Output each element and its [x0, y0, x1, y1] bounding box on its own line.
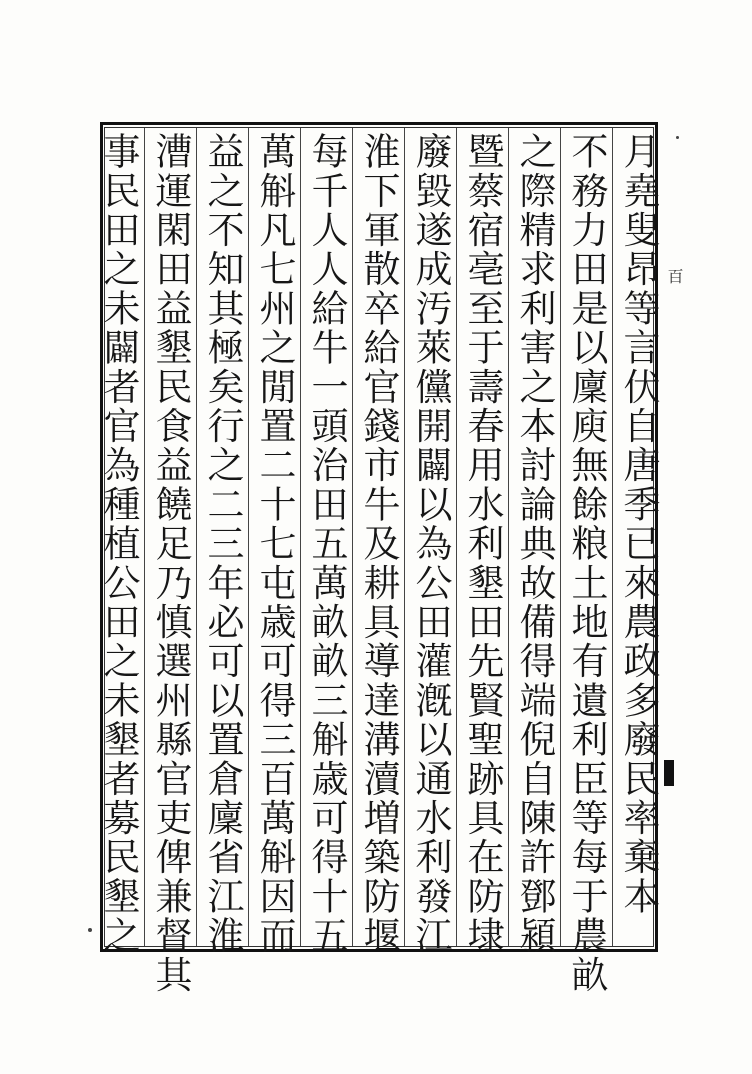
- text-column-3: 之際精求利害之本討論典故備得端倪自陳許鄧潁: [513, 132, 556, 956]
- ink-mark: [664, 760, 674, 786]
- text-column-9: 益之不知其極矣行之二三年必可以置倉廩省江淮: [201, 132, 244, 956]
- scan-speck: [676, 136, 679, 139]
- scan-speck: [88, 928, 92, 932]
- text-column-5: 廢毀遂成汚萊儻開闢以為公田灌漑以通水利發江: [409, 132, 452, 956]
- folio-mark: 百: [665, 268, 684, 284]
- text-column-1: 月堯叟昂等言伏自唐季已來農政多廢民率棄本: [617, 132, 660, 916]
- text-column-11: 事民田之未闢者官為種植公田之未墾者募民墾之: [97, 132, 140, 956]
- text-column-7: 每千人人給牛一頭治田五萬畝畝三斛歳可得十五: [305, 132, 348, 956]
- text-column-2: 不務力田是以廩庾無餘粮土地有遺利臣等每于農畝: [565, 132, 608, 995]
- text-column-6: 淮下軍散卒給官錢市牛及耕具導達溝瀆増築防堰: [357, 132, 400, 956]
- text-column-10: 漕運閑田益墾民食益饒足乃慎選州縣官吏俾兼督其: [149, 132, 192, 995]
- text-column-4: 暨蔡宿亳至于壽春用水利墾田先賢聖跡具在防埭: [461, 132, 504, 956]
- text-column-8: 萬斛凡七州之閒置二十七屯歳可得三百萬斛因而: [253, 132, 296, 956]
